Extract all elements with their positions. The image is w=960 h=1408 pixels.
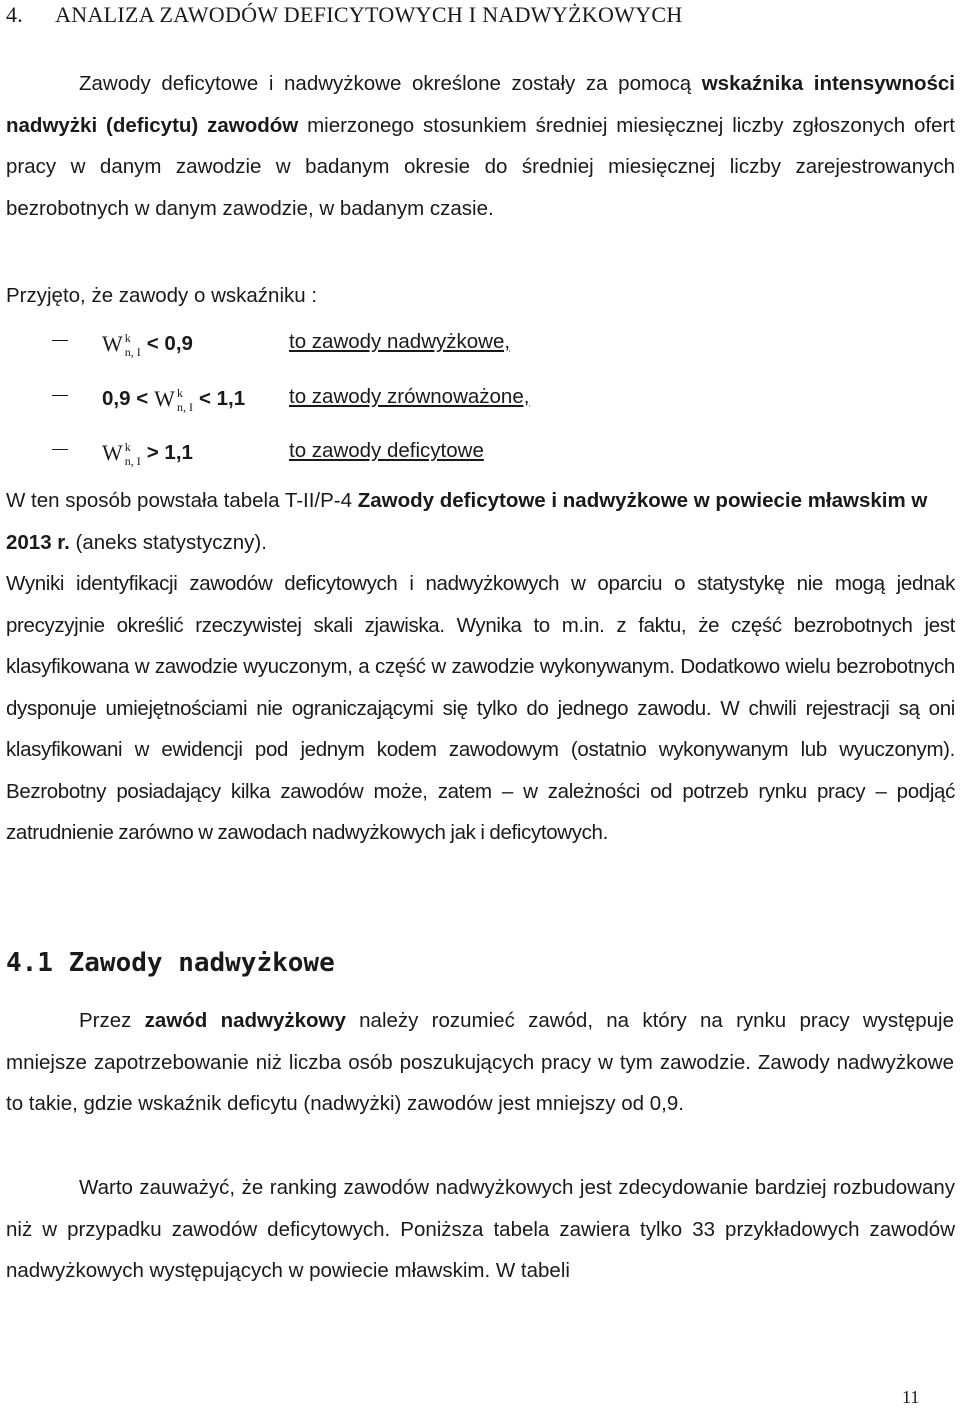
indicator-indices: k n, I <box>124 440 141 468</box>
intro-text-2: mierzonego stosunkiem średniej miesięcznej liczby zgłoszonych ofert pracy w danym zawodzie w badanym okresie do średniej miesięcznej liczby zarejestrowanych bezrobotnych w danym zawodzie, w badanym czasie. <box>6 113 956 220</box>
table-ref-text-2: (aneks statystyczny). <box>69 530 267 554</box>
formula-condition: > 1,1 <box>146 441 193 464</box>
criteria-result: to zawody nadwyżkowe, <box>289 330 511 353</box>
dash-bullet <box>52 449 68 450</box>
section-heading <box>6 948 335 978</box>
definition-bold-term: zawód nadwyżkowy <box>144 1009 346 1032</box>
formula-condition: < 1,1 <box>198 387 246 410</box>
table-ref-text-1: W ten sposób powstała tabela T-II/P-4 <box>6 489 358 512</box>
criteria-result: to zawody zrównoważone, <box>289 385 530 408</box>
indicator-letter: W <box>102 331 123 356</box>
chapter-heading <box>6 2 683 28</box>
definition-paragraph <box>6 1000 954 1125</box>
page-number: 11 <box>902 1387 920 1407</box>
section-number: 4.1 <box>6 948 53 978</box>
criteria-intro: Przyjęto, że zawody o wskaźniku : <box>6 284 318 307</box>
formula-condition: < 0,9 <box>146 332 193 355</box>
formula <box>102 379 245 419</box>
table-reference-paragraph <box>6 480 955 563</box>
formula <box>102 324 193 364</box>
formula <box>102 433 193 473</box>
criteria-result: to zawody deficytowe <box>289 439 484 462</box>
indicator-letter: W <box>102 440 123 465</box>
indicator-indices: k n, I <box>124 331 141 359</box>
intro-paragraph <box>6 63 955 229</box>
intro-bold-term: wskaźnika intensywności nadwyżki (deficytu) zawodów <box>6 72 956 137</box>
ranking-paragraph: Warto zauważyć, że ranking zawodów nadwyżkowych jest zdecydowanie bardziej rozbudowany niż w przypadku zawodów deficytowych. Poniższa tabela zawiera tylko 33 przykładowych zawodów nadwyżkowych występujących w powiecie mławskim. W tabeli <box>6 1176 955 1282</box>
intro-text-1: Zawody deficytowe i nadwyżkowe określone zostały za pomocą <box>79 72 702 95</box>
section-title: Zawody nadwyżkowe <box>68 948 335 978</box>
dash-bullet <box>52 340 68 341</box>
chapter-number: 4. <box>6 2 24 27</box>
formula-lower-bound: 0,9 < <box>102 387 149 410</box>
chapter-title: ANALIZA ZAWODÓW DEFICYTOWYCH I NADWYŻKOWYCH <box>55 2 683 27</box>
table-ref-bold: Zawody deficytowe i nadwyżkowe w powiecie mławskim w 2013 r. <box>6 489 928 554</box>
indicator-indices: k n, I <box>176 386 193 414</box>
dash-bullet <box>52 395 68 396</box>
definition-text-1: Przez <box>79 1009 145 1032</box>
indicator-letter: W <box>154 386 175 411</box>
definition-text-2: należy rozumieć zawód, na który na rynku pracy występuje mniejsze zapotrzebowanie niż liczba osób poszukujących pracy w tym zawodzie. Zawody nadwyżkowe to takie, gdzie wskaźnik deficytu (nadwyżki) zawodów jest mniejszy od 0,9. <box>6 1009 955 1115</box>
limitations-paragraph: Wyniki identyfikacji zawodów deficytowych i nadwyżkowych w oparciu o statystykę nie mogą jednak precyzyjnie określić rzeczywistej skali zjawiska. Wynika to m.in. z faktu, że część bezrobotnych jest klasyfikowana w zawodzie wyuczonym, a część w zawodzie wykonywanym. Dodatkowo wielu bezrobotnych dysponuje umiejętnościami nie ograniczającymi się tylko do jednego zawodu. W chwili rejestracji są oni klasyfikowani w ewidencji pod jednym kodem zawodowym (ostatnio wykonywanym lub wyuczonym). Bezrobotny posiadający kilka zawodów może, zatem – w zależności od potrzeb rynku pracy – podjąć zatrudnienie zarówno w zawodach nadwyżkowych jak i deficytowych. <box>6 572 955 844</box>
